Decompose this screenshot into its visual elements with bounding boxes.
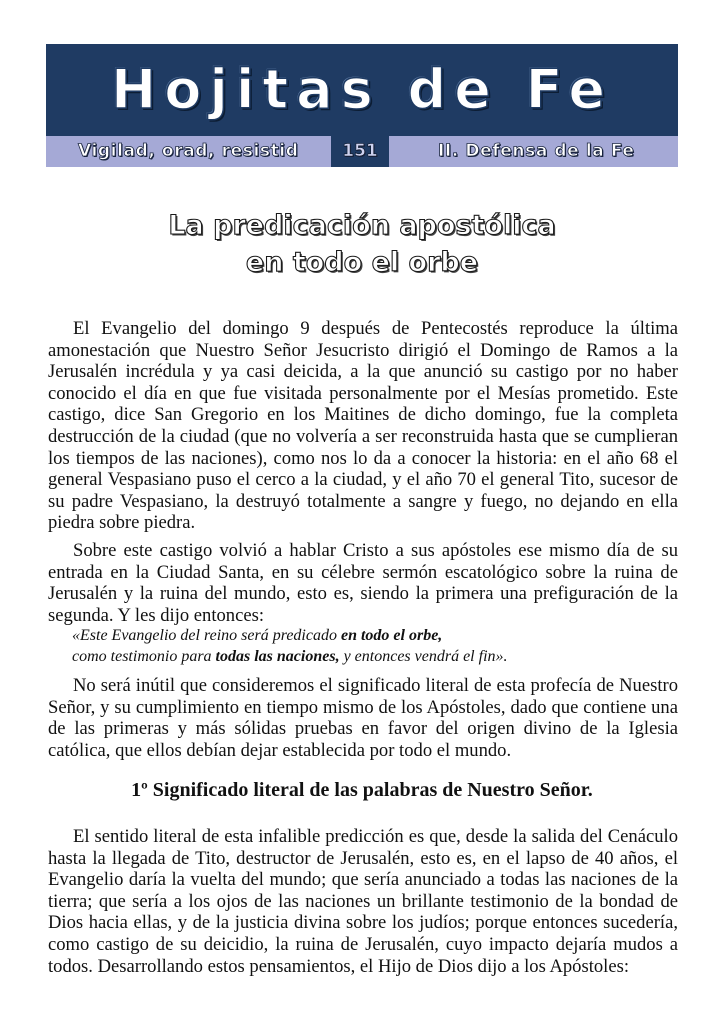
section-label: II. Defensa de la Fe xyxy=(438,141,635,161)
quote-emphasis: en todo el orbe, xyxy=(340,627,443,644)
masthead-banner xyxy=(46,44,678,136)
quote-line2: como testimonio para todas las naciones, y entonces vendrá el fin». xyxy=(72,648,508,665)
publication-title: Hojitas de Fe xyxy=(111,58,613,121)
paragraph: No será inútil que consideremos el significado literal de esta profecía de Nuestro Señor, y su cumplimiento en tiempo mismo de los Apóstoles, dado que contiene una de las primeras y más sólidas pruebas en favor del origen divino de la Iglesia católica, que ellos debían dejar establecida por todo el mundo. xyxy=(48,675,678,761)
quote-line1: «Este Evangelio del reino será predicado en todo el orbe, xyxy=(72,627,443,644)
article-body-2 xyxy=(48,675,678,767)
paragraph: El Evangelio del domingo 9 después de Pentecostés reproduce la última amonestación que Nuestro Señor Jesucristo dirigió el Domingo de Ramos a la Jerusalén incrédula y ya casi deicida, a la que anunció su castigo por no haber conocido el día en que fue visitada personalmente por el Mesías prometido. Este castigo, dice San Gregorio en los Maitines de dicho domingo, fue la completa destrucción de la ciudad (que no volvería a ser reconstruida hasta que se cumplieran los tiempos de las naciones), como nos lo da a conocer la historia: en el año 68 el general Vespasiano puso el cerco a la ciudad, y el año 70 el general Tito, sucesor de su padre Vespasiano, la destruyó totalmente a sangre y fuego, no dejando en ella piedra sobre piedra. xyxy=(48,318,678,534)
motto: Vigilad, orad, resistid xyxy=(78,141,299,161)
gospel-quote xyxy=(72,625,678,667)
article-title-line1: La predicación apostólica xyxy=(168,210,556,241)
article-title-line2: en todo el orbe xyxy=(245,247,479,278)
article-body-3 xyxy=(48,826,678,983)
article-title xyxy=(46,207,678,281)
paragraph: Sobre este castigo volvió a hablar Cristo a sus apóstoles ese mismo día de su entrada en la Ciudad Santa, en su célebre sermón escatológico sobre la ruina de Jerusalén y la ruina del mundo, esto es, siendo la primera una prefiguración de la segunda. Y les dijo entonces: xyxy=(48,539,678,626)
issue-number: 151 xyxy=(331,136,389,167)
masthead-subband xyxy=(46,136,678,167)
paragraph: El sentido literal de esta infalible predicción es que, desde la salida del Cenáculo hasta la llegada de Tito, destructor de Jerusalén, esto es, en el lapso de 40 años, el Evangelio daría la vuelta del mundo; que sería anunciado a todas las naciones de la tierra; que sería a los ojos de las naciones un brillante testimonio de la bondad de Dios hacia ellas, y de la justicia divina sobre los judíos; porque entonces sucedería, como castigo de su deicidio, la ruina de Jerusalén, cuyo impacto dejaría mudos a todos. Desarrollando estos pensamientos, el Hijo de Dios dijo a los Apóstoles: xyxy=(48,826,678,977)
article-intro xyxy=(48,318,678,632)
section-heading: 1º Significado literal de las palabras de Nuestro Señor. xyxy=(131,779,593,801)
quote-emphasis: todas las naciones, xyxy=(215,648,340,665)
masthead xyxy=(46,44,678,167)
